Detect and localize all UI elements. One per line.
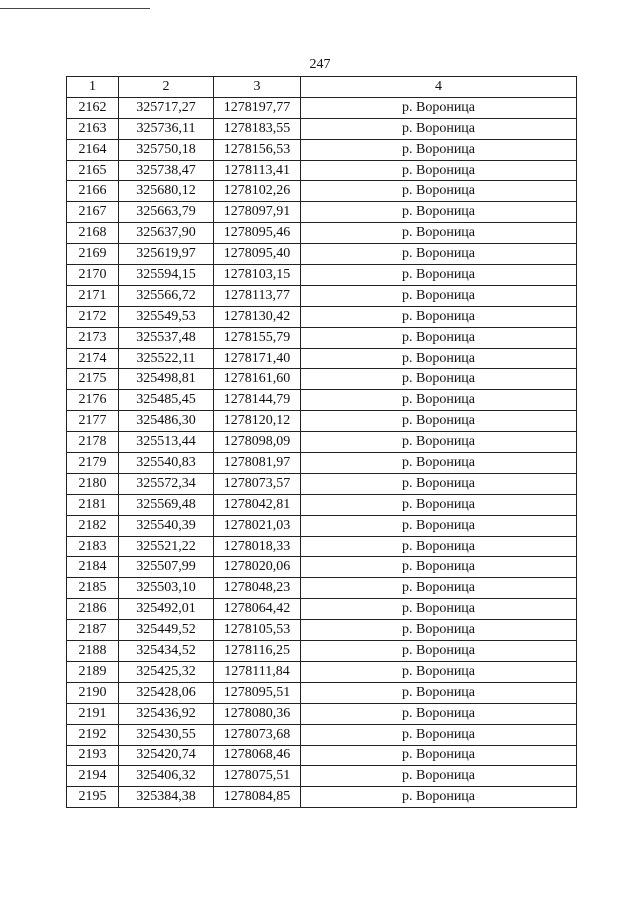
x-coordinate-cell: 325507,99: [119, 557, 214, 578]
point-number-cell: 2173: [67, 327, 119, 348]
description-cell: р. Вороница: [301, 787, 577, 808]
x-coordinate-cell: 325572,34: [119, 473, 214, 494]
y-coordinate-cell: 1278081,97: [214, 453, 301, 474]
y-coordinate-cell: 1278111,84: [214, 661, 301, 682]
x-coordinate-cell: 325485,45: [119, 390, 214, 411]
description-cell: р. Вороница: [301, 348, 577, 369]
table-row: [67, 661, 577, 682]
x-coordinate-cell: 325486,30: [119, 411, 214, 432]
y-coordinate-cell: 1278161,60: [214, 369, 301, 390]
table-body: [67, 97, 577, 807]
x-coordinate-cell: 325738,47: [119, 160, 214, 181]
point-number-cell: 2194: [67, 766, 119, 787]
y-coordinate-cell: 1278042,81: [214, 494, 301, 515]
x-coordinate-cell: 325680,12: [119, 181, 214, 202]
description-cell: р. Вороница: [301, 620, 577, 641]
y-coordinate-cell: 1278116,25: [214, 641, 301, 662]
description-cell: р. Вороница: [301, 599, 577, 620]
x-coordinate-cell: 325521,22: [119, 536, 214, 557]
point-number-cell: 2179: [67, 453, 119, 474]
header-col-4: 4: [301, 77, 577, 98]
y-coordinate-cell: 1278144,79: [214, 390, 301, 411]
y-coordinate-cell: 1278155,79: [214, 327, 301, 348]
description-cell: р. Вороница: [301, 390, 577, 411]
y-coordinate-cell: 1278102,26: [214, 181, 301, 202]
table-row: [67, 432, 577, 453]
description-cell: р. Вороница: [301, 745, 577, 766]
x-coordinate-cell: 325594,15: [119, 265, 214, 286]
description-cell: р. Вороница: [301, 578, 577, 599]
table-row: [67, 703, 577, 724]
point-number-cell: 2195: [67, 787, 119, 808]
table-row: [67, 118, 577, 139]
point-number-cell: 2177: [67, 411, 119, 432]
table-row: [67, 724, 577, 745]
y-coordinate-cell: 1278018,33: [214, 536, 301, 557]
x-coordinate-cell: 325406,32: [119, 766, 214, 787]
table-row: [67, 787, 577, 808]
point-number-cell: 2192: [67, 724, 119, 745]
y-coordinate-cell: 1278021,03: [214, 515, 301, 536]
y-coordinate-cell: 1278197,77: [214, 97, 301, 118]
y-coordinate-cell: 1278095,51: [214, 682, 301, 703]
description-cell: р. Вороница: [301, 473, 577, 494]
table-row: [67, 578, 577, 599]
y-coordinate-cell: 1278095,46: [214, 223, 301, 244]
point-number-cell: 2170: [67, 265, 119, 286]
y-coordinate-cell: 1278098,09: [214, 432, 301, 453]
x-coordinate-cell: 325540,39: [119, 515, 214, 536]
point-number-cell: 2187: [67, 620, 119, 641]
x-coordinate-cell: 325434,52: [119, 641, 214, 662]
point-number-cell: 2182: [67, 515, 119, 536]
table-row: [67, 682, 577, 703]
point-number-cell: 2181: [67, 494, 119, 515]
description-cell: р. Вороница: [301, 139, 577, 160]
table-row: [67, 641, 577, 662]
point-number-cell: 2185: [67, 578, 119, 599]
header-col-2: 2: [119, 77, 214, 98]
y-coordinate-cell: 1278156,53: [214, 139, 301, 160]
x-coordinate-cell: 325537,48: [119, 327, 214, 348]
description-cell: р. Вороница: [301, 453, 577, 474]
table-header: [67, 77, 577, 98]
description-cell: р. Вороница: [301, 160, 577, 181]
table-row: [67, 494, 577, 515]
x-coordinate-cell: 325750,18: [119, 139, 214, 160]
y-coordinate-cell: 1278095,40: [214, 244, 301, 265]
description-cell: р. Вороница: [301, 244, 577, 265]
description-cell: р. Вороница: [301, 536, 577, 557]
table-row: [67, 202, 577, 223]
point-number-cell: 2167: [67, 202, 119, 223]
point-number-cell: 2162: [67, 97, 119, 118]
table-row: [67, 306, 577, 327]
point-number-cell: 2165: [67, 160, 119, 181]
description-cell: р. Вороница: [301, 285, 577, 306]
y-coordinate-cell: 1278120,12: [214, 411, 301, 432]
x-coordinate-cell: 325503,10: [119, 578, 214, 599]
point-number-cell: 2168: [67, 223, 119, 244]
y-coordinate-cell: 1278064,42: [214, 599, 301, 620]
y-coordinate-cell: 1278130,42: [214, 306, 301, 327]
x-coordinate-cell: 325663,79: [119, 202, 214, 223]
table-row: [67, 390, 577, 411]
x-coordinate-cell: 325425,32: [119, 661, 214, 682]
description-cell: р. Вороница: [301, 724, 577, 745]
x-coordinate-cell: 325566,72: [119, 285, 214, 306]
point-number-cell: 2178: [67, 432, 119, 453]
table-row: [67, 536, 577, 557]
point-number-cell: 2169: [67, 244, 119, 265]
table-row: [67, 766, 577, 787]
y-coordinate-cell: 1278103,15: [214, 265, 301, 286]
table-row: [67, 348, 577, 369]
y-coordinate-cell: 1278097,91: [214, 202, 301, 223]
description-cell: р. Вороница: [301, 327, 577, 348]
table-row: [67, 285, 577, 306]
x-coordinate-cell: 325430,55: [119, 724, 214, 745]
table-row: [67, 557, 577, 578]
table-row: [67, 515, 577, 536]
description-cell: р. Вороница: [301, 494, 577, 515]
x-coordinate-cell: 325428,06: [119, 682, 214, 703]
description-cell: р. Вороница: [301, 703, 577, 724]
y-coordinate-cell: 1278048,23: [214, 578, 301, 599]
table-row: [67, 369, 577, 390]
y-coordinate-cell: 1278183,55: [214, 118, 301, 139]
x-coordinate-cell: 325492,01: [119, 599, 214, 620]
table-row: [67, 139, 577, 160]
description-cell: р. Вороница: [301, 118, 577, 139]
x-coordinate-cell: 325619,97: [119, 244, 214, 265]
y-coordinate-cell: 1278080,36: [214, 703, 301, 724]
x-coordinate-cell: 325522,11: [119, 348, 214, 369]
point-number-cell: 2176: [67, 390, 119, 411]
table-row: [67, 223, 577, 244]
table-row: [67, 265, 577, 286]
x-coordinate-cell: 325420,74: [119, 745, 214, 766]
x-coordinate-cell: 325717,27: [119, 97, 214, 118]
header-row: [67, 77, 577, 98]
y-coordinate-cell: 1278020,06: [214, 557, 301, 578]
table-row: [67, 473, 577, 494]
table-row: [67, 453, 577, 474]
table-row: [67, 181, 577, 202]
point-number-cell: 2184: [67, 557, 119, 578]
x-coordinate-cell: 325637,90: [119, 223, 214, 244]
point-number-cell: 2180: [67, 473, 119, 494]
point-number-cell: 2191: [67, 703, 119, 724]
point-number-cell: 2172: [67, 306, 119, 327]
description-cell: р. Вороница: [301, 181, 577, 202]
page-number: 247: [309, 57, 331, 72]
point-number-cell: 2175: [67, 369, 119, 390]
table-row: [67, 160, 577, 181]
description-cell: р. Вороница: [301, 661, 577, 682]
point-number-cell: 2186: [67, 599, 119, 620]
table-row: [67, 97, 577, 118]
point-number-cell: 2183: [67, 536, 119, 557]
y-coordinate-cell: 1278084,85: [214, 787, 301, 808]
header-col-3: 3: [214, 77, 301, 98]
point-number-cell: 2193: [67, 745, 119, 766]
x-coordinate-cell: 325540,83: [119, 453, 214, 474]
point-number-cell: 2189: [67, 661, 119, 682]
table-row: [67, 327, 577, 348]
table-row: [67, 411, 577, 432]
y-coordinate-cell: 1278113,77: [214, 285, 301, 306]
x-coordinate-cell: 325449,52: [119, 620, 214, 641]
y-coordinate-cell: 1278105,53: [214, 620, 301, 641]
header-col-1: 1: [67, 77, 119, 98]
description-cell: р. Вороница: [301, 641, 577, 662]
point-number-cell: 2164: [67, 139, 119, 160]
y-coordinate-cell: 1278073,57: [214, 473, 301, 494]
description-cell: р. Вороница: [301, 97, 577, 118]
table-row: [67, 599, 577, 620]
description-cell: р. Вороница: [301, 766, 577, 787]
point-number-cell: 2166: [67, 181, 119, 202]
description-cell: р. Вороница: [301, 682, 577, 703]
description-cell: р. Вороница: [301, 265, 577, 286]
x-coordinate-cell: 325384,38: [119, 787, 214, 808]
x-coordinate-cell: 325569,48: [119, 494, 214, 515]
x-coordinate-cell: 325549,53: [119, 306, 214, 327]
description-cell: р. Вороница: [301, 202, 577, 223]
y-coordinate-cell: 1278073,68: [214, 724, 301, 745]
description-cell: р. Вороница: [301, 306, 577, 327]
point-number-cell: 2171: [67, 285, 119, 306]
y-coordinate-cell: 1278113,41: [214, 160, 301, 181]
x-coordinate-cell: 325436,92: [119, 703, 214, 724]
table-row: [67, 620, 577, 641]
description-cell: р. Вороница: [301, 369, 577, 390]
point-number-cell: 2190: [67, 682, 119, 703]
point-number-cell: 2188: [67, 641, 119, 662]
y-coordinate-cell: 1278068,46: [214, 745, 301, 766]
description-cell: р. Вороница: [301, 557, 577, 578]
coordinates-table: [66, 76, 577, 808]
description-cell: р. Вороница: [301, 223, 577, 244]
x-coordinate-cell: 325736,11: [119, 118, 214, 139]
description-cell: р. Вороница: [301, 515, 577, 536]
point-number-cell: 2174: [67, 348, 119, 369]
table-row: [67, 745, 577, 766]
x-coordinate-cell: 325498,81: [119, 369, 214, 390]
y-coordinate-cell: 1278171,40: [214, 348, 301, 369]
corner-rule: [0, 8, 150, 9]
table-row: [67, 244, 577, 265]
x-coordinate-cell: 325513,44: [119, 432, 214, 453]
y-coordinate-cell: 1278075,51: [214, 766, 301, 787]
description-cell: р. Вороница: [301, 432, 577, 453]
point-number-cell: 2163: [67, 118, 119, 139]
description-cell: р. Вороница: [301, 411, 577, 432]
